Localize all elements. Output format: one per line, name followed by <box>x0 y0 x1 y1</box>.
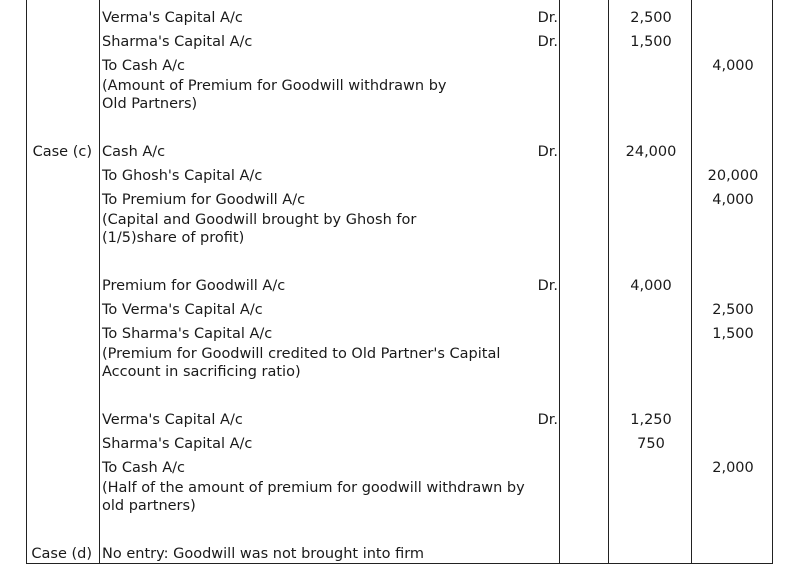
narration-text: (Amount of Premium for Goodwill withdrawn by <box>102 78 447 94</box>
particulars-text: To Cash A/c <box>102 58 186 74</box>
particulars-text: To Cash A/c <box>102 460 186 476</box>
dr-marker: Dr. <box>537 10 558 26</box>
table-border-right <box>772 0 773 564</box>
particulars-text: Verma's Capital A/c <box>102 412 243 428</box>
particulars-text: Premium for Goodwill A/c <box>102 278 286 294</box>
particulars-text: Sharma's Capital A/c <box>102 34 253 50</box>
column-divider-lf <box>559 0 560 564</box>
dr-marker: Dr. <box>537 144 558 160</box>
column-divider-debit <box>608 0 609 564</box>
particulars-text: Verma's Capital A/c <box>102 10 243 26</box>
column-divider-credit <box>691 0 692 564</box>
particulars-text: To Sharma's Capital A/c <box>102 326 273 342</box>
narration-text: (Capital and Goodwill brought by Ghosh for <box>102 212 417 228</box>
particulars-text: Cash A/c <box>102 144 166 160</box>
debit-amount: 2,500 <box>630 10 672 26</box>
dr-marker: Dr. <box>537 412 558 428</box>
particulars-text: Sharma's Capital A/c <box>102 436 253 452</box>
dr-marker: Dr. <box>537 278 558 294</box>
debit-amount: 24,000 <box>625 144 677 160</box>
narration-text: old partners) <box>102 498 196 514</box>
column-divider-particulars <box>99 0 100 564</box>
particulars-text: To Verma's Capital A/c <box>102 302 263 318</box>
credit-amount: 2,500 <box>712 302 754 318</box>
credit-amount: 1,500 <box>712 326 754 342</box>
debit-amount: 1,250 <box>630 412 672 428</box>
credit-amount: 4,000 <box>712 192 754 208</box>
narration-text: (1/5)share of profit) <box>102 230 245 246</box>
debit-amount: 750 <box>637 436 665 452</box>
narration-text: Account in sacrificing ratio) <box>102 364 301 380</box>
debit-amount: 1,500 <box>630 34 672 50</box>
table-border-bottom <box>26 563 773 564</box>
narration-text: (Half of the amount of premium for goodwill withdrawn by <box>102 480 525 496</box>
credit-amount: 2,000 <box>712 460 754 476</box>
debit-amount: 4,000 <box>630 278 672 294</box>
case-label: Case (d) <box>31 546 92 562</box>
particulars-text: To Ghosh's Capital A/c <box>102 168 263 184</box>
dr-marker: Dr. <box>537 34 558 50</box>
case-label: Case (c) <box>32 144 92 160</box>
narration-text: Old Partners) <box>102 96 198 112</box>
particulars-text: No entry: Goodwill was not brought into firm <box>102 546 425 562</box>
particulars-text: To Premium for Goodwill A/c <box>102 192 306 208</box>
narration-text: (Premium for Goodwill credited to Old Partner's Capital <box>102 346 501 362</box>
credit-amount: 20,000 <box>707 168 759 184</box>
credit-amount: 4,000 <box>712 58 754 74</box>
table-border-left <box>26 0 27 564</box>
